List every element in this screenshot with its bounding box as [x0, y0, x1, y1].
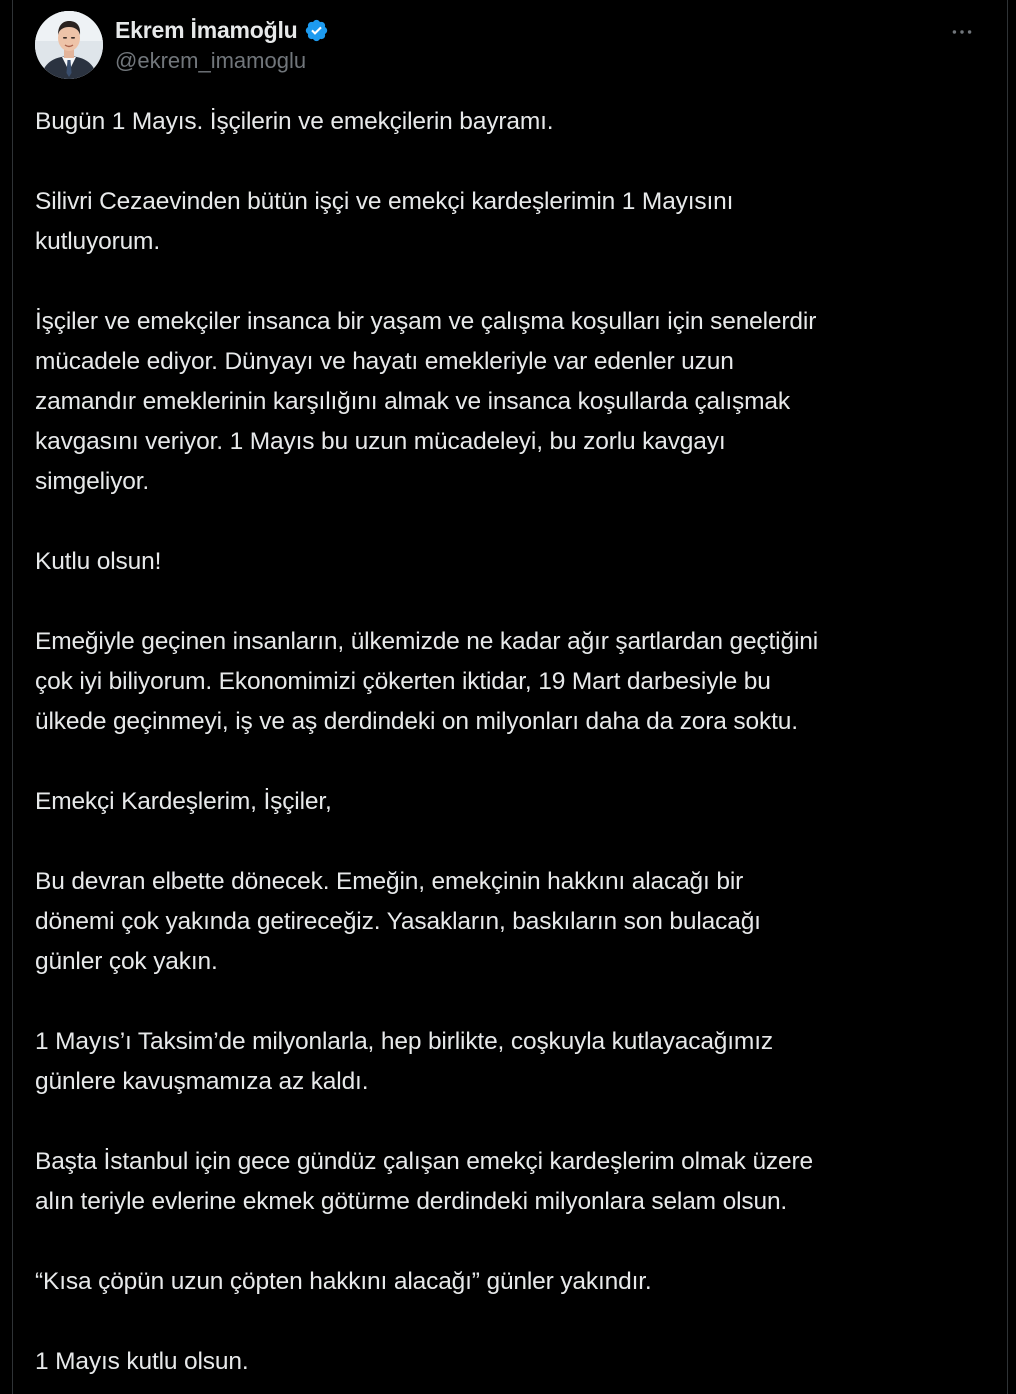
tweet-paragraph: Kutlu olsun!: [35, 548, 162, 575]
author-display-name[interactable]: Ekrem İmamoğlu: [115, 16, 298, 43]
tweet-paragraph: Bugün 1 Mayıs. İşçilerin ve emekçilerin bayramı.: [35, 108, 554, 135]
verified-badge-icon[interactable]: [304, 18, 329, 43]
author-handle[interactable]: @ekrem_imamoglu: [115, 48, 307, 73]
tweet-paragraph: “Kısa çöpün uzun çöpten hakkını alacağı” günler yakındır.: [35, 1268, 652, 1295]
tweet-header: [35, 11, 985, 81]
tweet-card: [12, 0, 1008, 1394]
tweet-paragraph: Emeğiyle geçinen insanların, ülkemizde ne kadar ağır şartlardan geçtiğini çok iyi biliyorum. Ekonomimizi çökerten iktidar, 19 Mart darbesiyle bu ülkede geçinmeyi, iş ve aş derdindeki on milyonları daha da zora soktu.: [35, 628, 819, 735]
tweet-paragraph: Başta İstanbul için gece gündüz çalışan emekçi kardeşlerim olmak üzere alın teriyle evlerine ekmek götürme derdindeki milyonlara selam olsun.: [35, 1148, 813, 1215]
author-name-row: [115, 15, 329, 45]
tweet-paragraph: Bu devran elbette dönecek. Emeğin, emekçinin hakkını alacağı bir dönemi çok yakında getireceğiz. Yasakların, baskıların son bulacağı günler çok yakın.: [35, 868, 761, 975]
tweet-paragraph: Silivri Cezaevinden bütün işçi ve emekçi kardeşlerimin 1 Mayısını kutluyorum.: [35, 188, 734, 255]
tweet-paragraph: İşçiler ve emekçiler insanca bir yaşam ve çalışma koşulları için senelerdir mücadele ediyor. Dünyayı ve hayatı emekleriyle var edenler uzun zamandır emeklerinin karşılığını almak ve insanca koşullarda çalışmak kavgasını veriyor. 1 Mayıs bu uzun mücadeleyi, bu zorlu kavgayı simgeliyor.: [35, 308, 817, 495]
tweet-paragraph: 1 Mayıs’ı Taksim’de milyonlarla, hep birlikte, coşkuyla kutlayacağımız günlere kavuşmamıza az kaldı.: [35, 1028, 773, 1095]
avatar[interactable]: [35, 11, 103, 79]
profile-photo-icon: [35, 11, 103, 79]
tweet-paragraph: Emekçi Kardeşlerim, İşçiler,: [35, 788, 332, 815]
tweet-paragraph: 1 Mayıs kutlu olsun.: [35, 1348, 249, 1375]
more-options-icon[interactable]: [947, 17, 977, 47]
tweet-text: [35, 102, 985, 1382]
